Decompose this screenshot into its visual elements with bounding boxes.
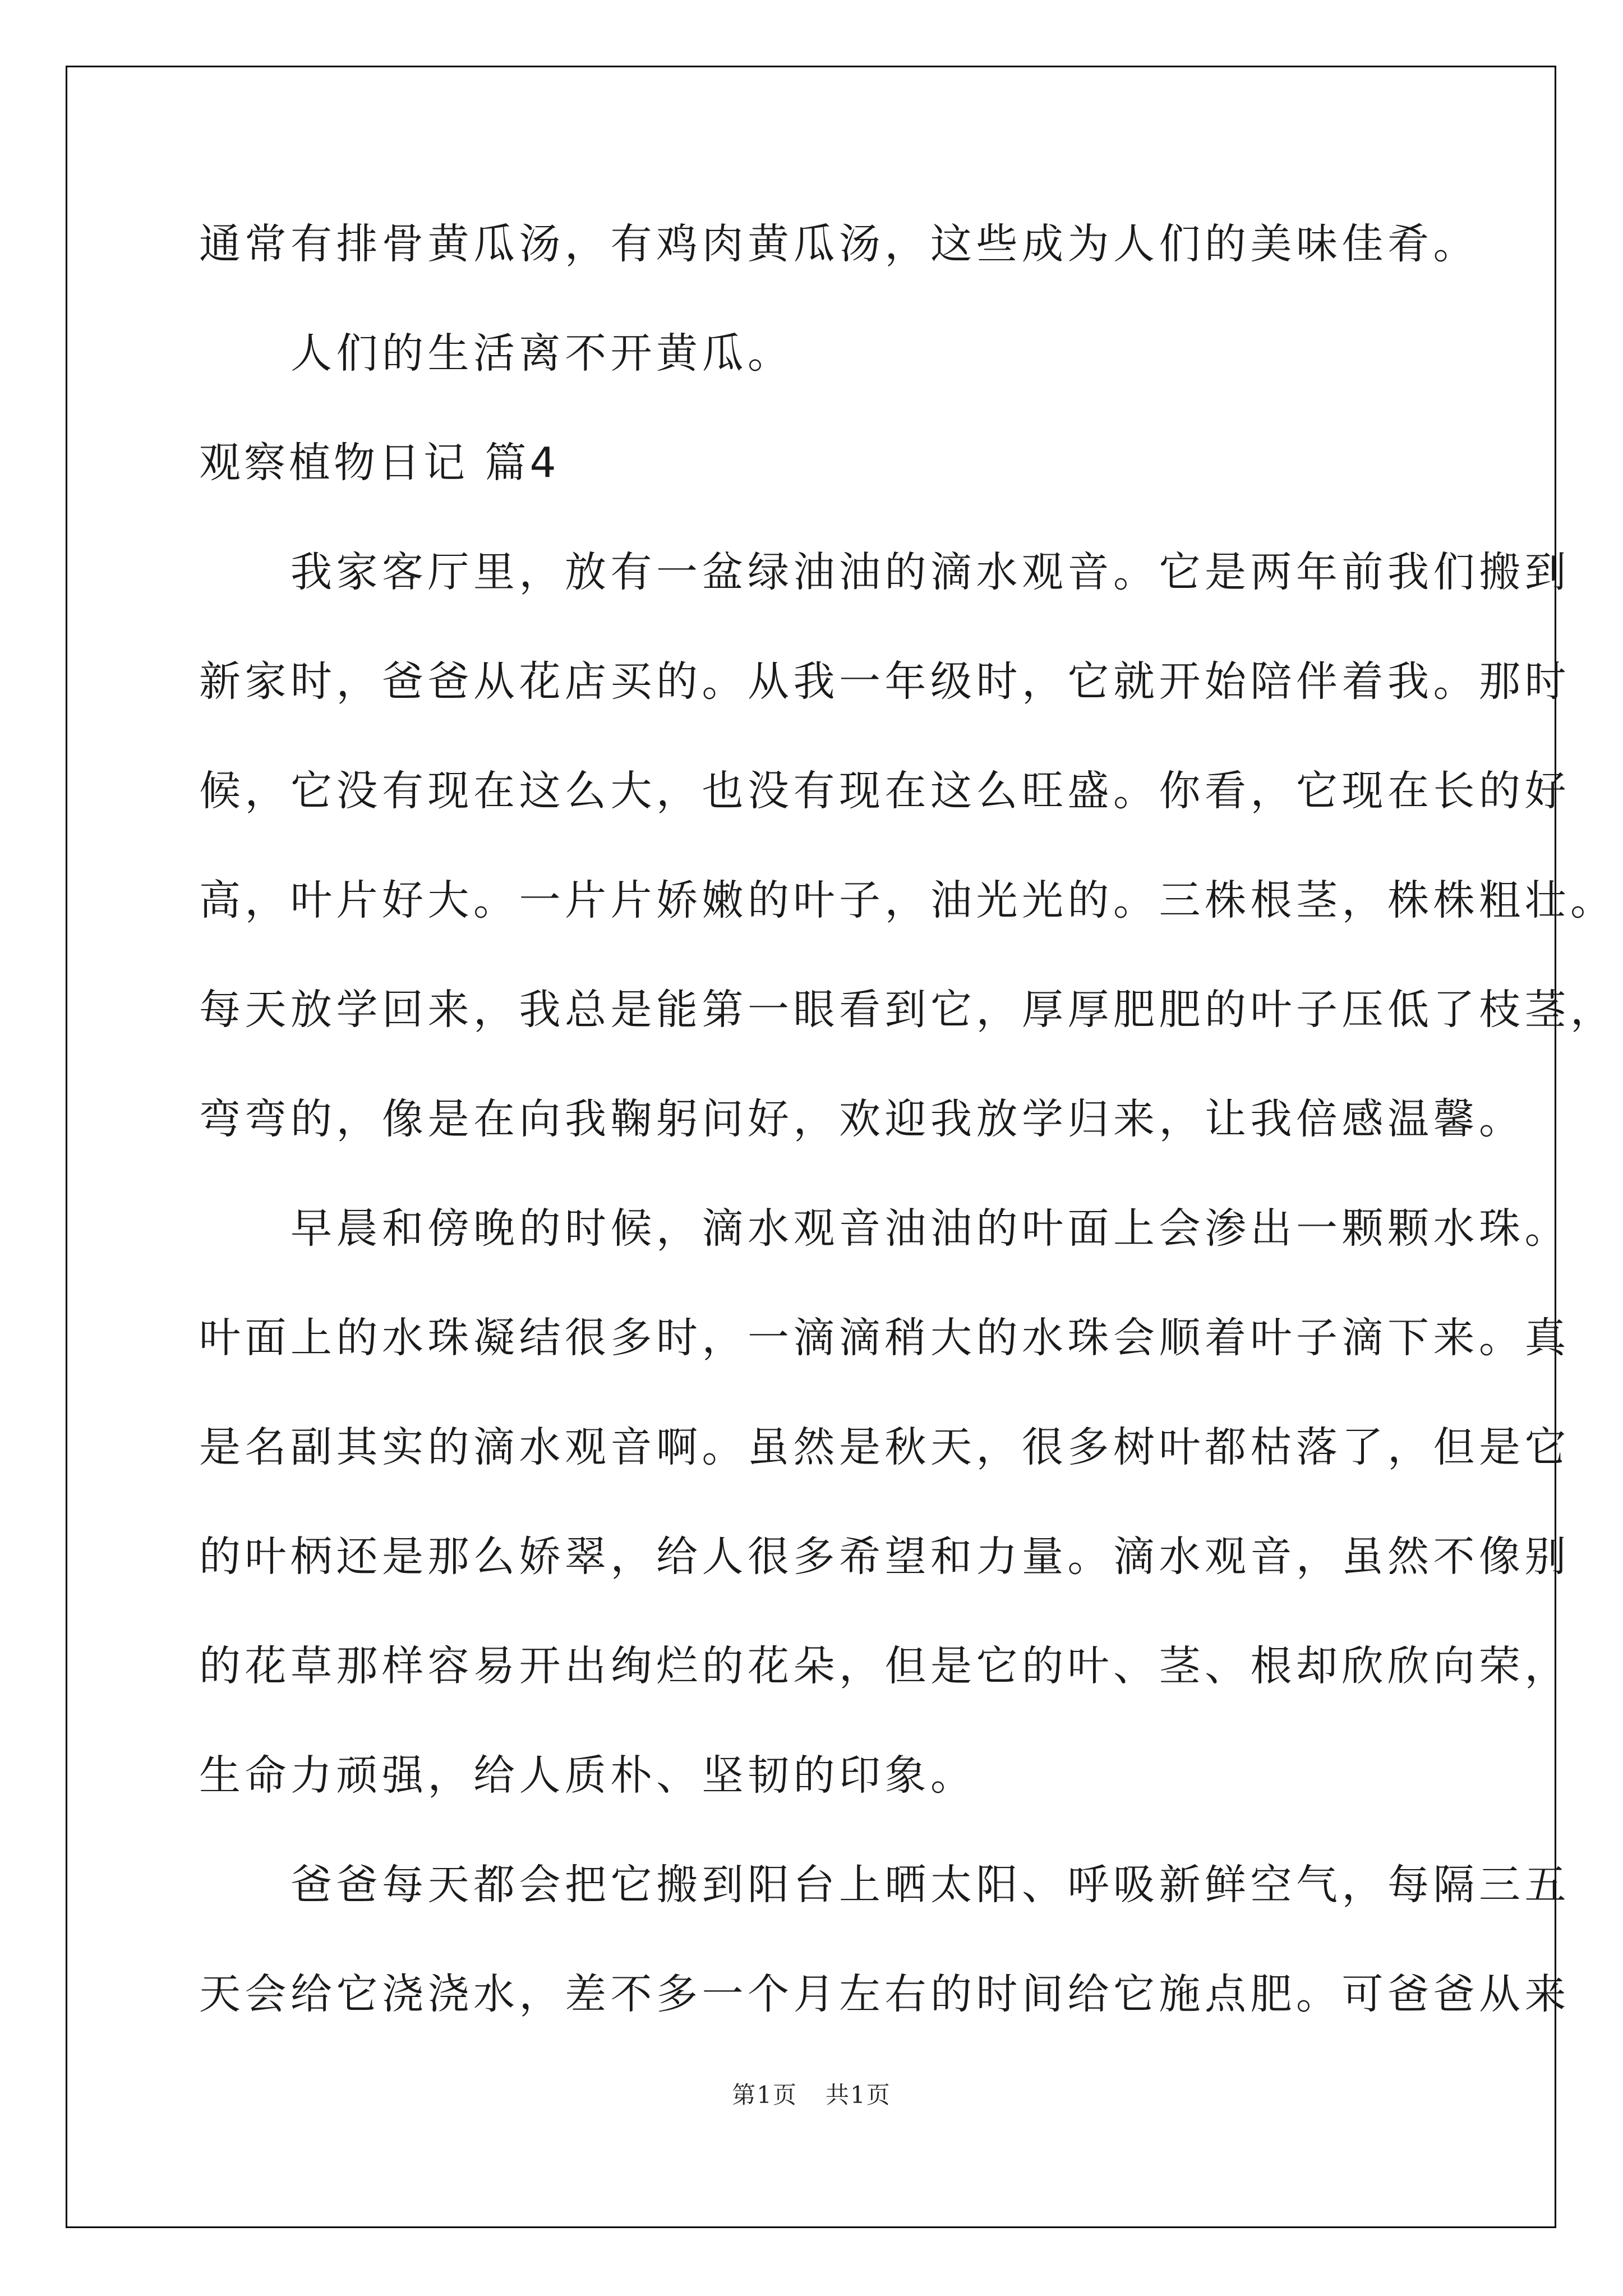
text-line: 高，叶片好大。一片片娇嫩的叶子，油光光的。三株根茎，株株粗壮。 (199, 876, 1616, 924)
page-total: 共1页 (826, 2081, 891, 2109)
text-line: 爸爸每天都会把它搬到阳台上晒太阳、呼吸新鲜空气，每隔三五 (199, 1861, 1570, 1909)
text-line: 是名副其实的滴水观音啊。虽然是秋天，很多树叶都枯落了，但是它 (199, 1423, 1570, 1471)
text-line: 叶面上的水珠凝结很多时，一滴滴稍大的水珠会顺着叶子滴下来。真 (199, 1314, 1570, 1362)
text-line: 我家客厅里，放有一盆绿油油的滴水观音。它是两年前我们搬到 (199, 548, 1570, 596)
text-line: 生命力顽强，给人质朴、坚韧的印象。 (199, 1751, 976, 1800)
text-line: 天会给它浇浇水，差不多一个月左右的时间给它施点肥。可爸爸从来 (199, 1970, 1570, 2018)
text-line: 新家时，爸爸从花店买的。从我一年级时，它就开始陪伴着我。那时 (199, 657, 1570, 706)
text-line: 候，它没有现在这么大，也没有现在这么旺盛。你看，它现在长的好 (199, 767, 1570, 815)
page-number: 第1页 (732, 2081, 797, 2109)
text-line: 通常有排骨黄瓜汤，有鸡肉黄瓜汤，这些成为人们的美味佳肴。 (199, 220, 1479, 268)
text-line: 每天放学回来，我总是能第一眼看到它，厚厚肥肥的叶子压低了枝茎， (199, 986, 1616, 1034)
text-line: 的花草那样容易开出绚烂的花朵，但是它的叶、茎、根却欣欣向荣， (199, 1642, 1570, 1690)
page-footer (0, 2078, 1623, 2112)
text-line: 的叶柄还是那么娇翠，给人很多希望和力量。滴水观音，虽然不像别 (199, 1533, 1570, 1581)
text-line: 早晨和傍晚的时候，滴水观音油油的叶面上会渗出一颗颗水珠。 (199, 1204, 1570, 1253)
text-line: 人们的生活离不开黄瓜。 (199, 329, 794, 378)
section-heading: 观察植物日记 篇4 (199, 439, 560, 487)
text-line: 弯弯的，像是在向我鞠躬问好，欢迎我放学归来，让我倍感温馨。 (199, 1095, 1525, 1143)
